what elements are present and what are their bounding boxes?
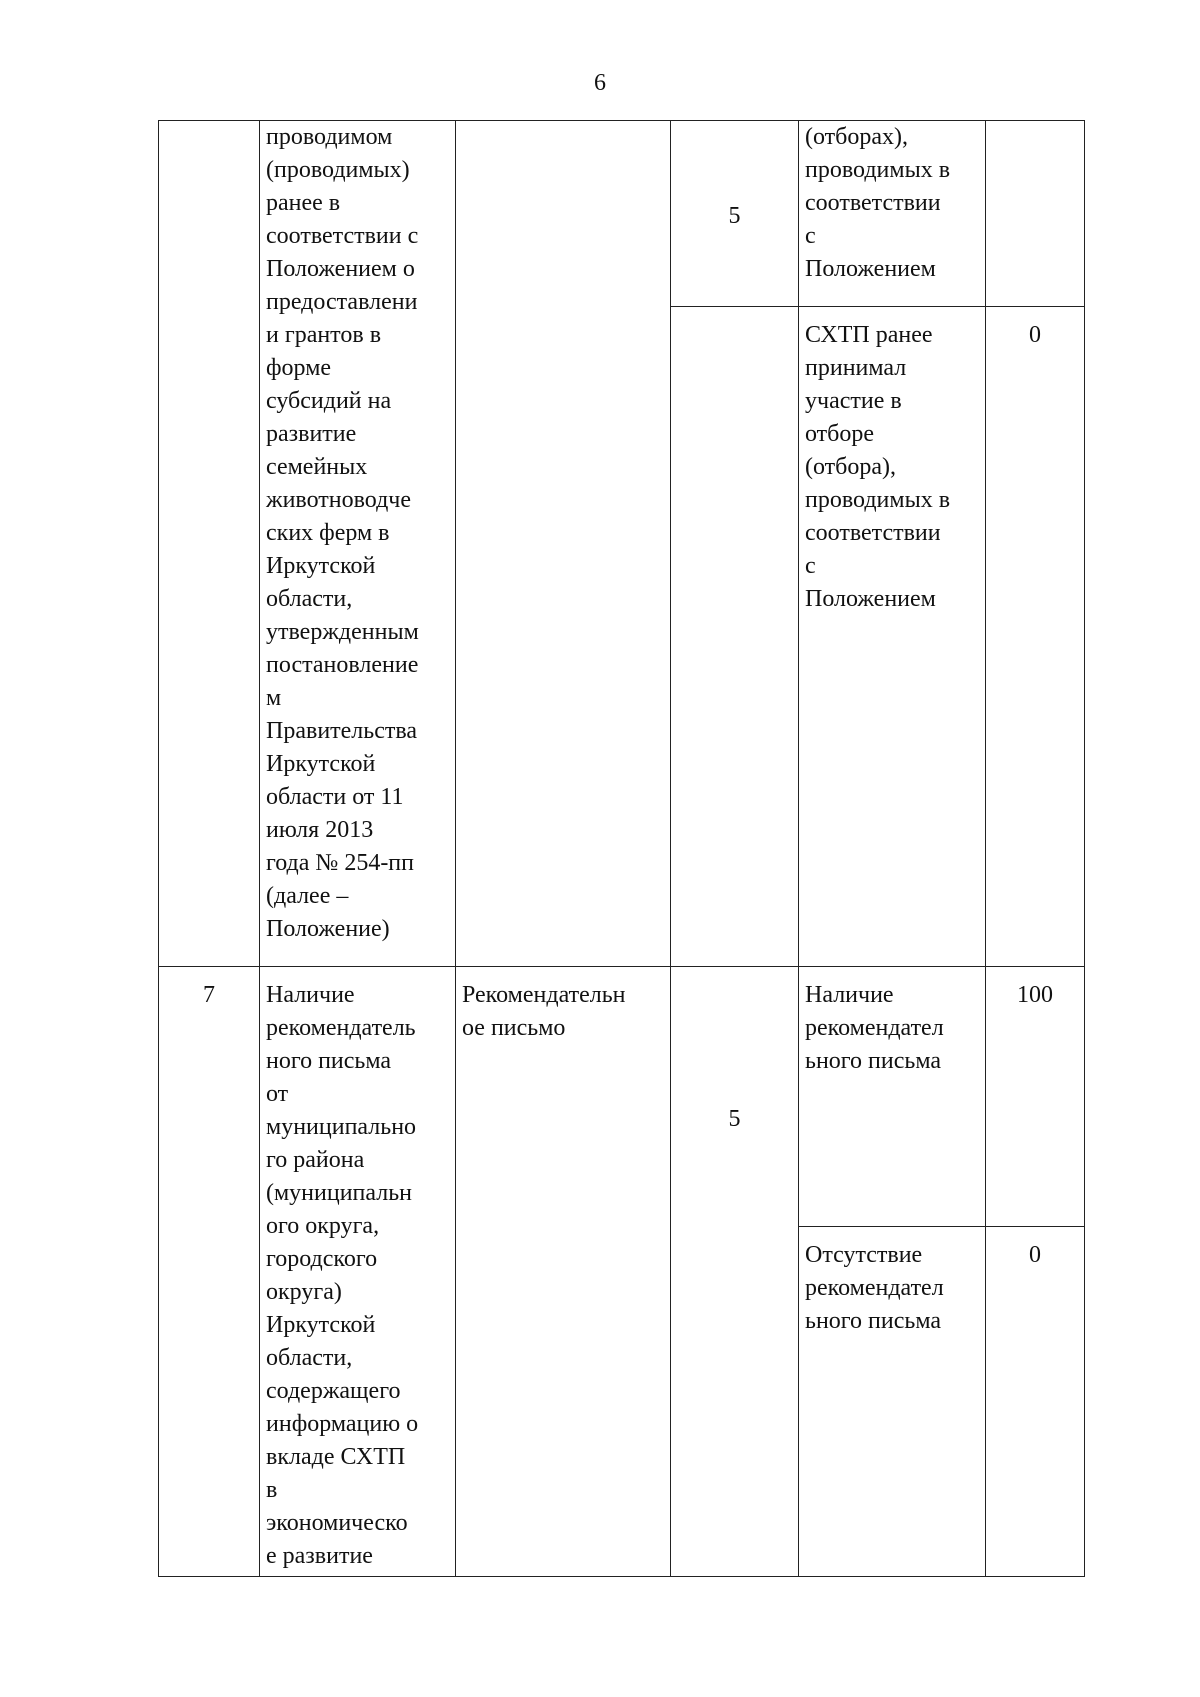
option-cell <box>799 967 986 1227</box>
row-number: 7 <box>203 982 215 1008</box>
row-number-cell <box>159 121 260 967</box>
option-cell <box>799 307 986 967</box>
page-number: 6 <box>594 70 606 96</box>
weight-value: 5 <box>728 1106 741 1132</box>
criteria-table <box>158 120 1085 1577</box>
table-row <box>159 121 1085 307</box>
score-value: 0 <box>1029 322 1041 348</box>
score-cell <box>986 1227 1085 1577</box>
criterion-text: проводимом (проводимых) ранее в соответствии с Положением о предоставлени и грантов в форме субсидий на развитие семейных животноводче ских ферм в Иркутской области, утвержденным постановление м Правительства Иркутской области от 11 июля 2013 года № 254-пп (далее – Положение) <box>266 124 419 942</box>
weight-cell <box>671 967 799 1577</box>
option-cell <box>799 1227 986 1577</box>
option-text: Отсутствие рекомендател ьного письма <box>805 1242 944 1334</box>
weight-cell-empty <box>671 307 799 967</box>
score-value: 100 <box>1017 982 1053 1008</box>
option-text: Наличие рекомендател ьного письма <box>805 982 944 1074</box>
option-cell <box>799 121 986 307</box>
criterion-cell <box>260 967 456 1577</box>
criterion-text: Наличие рекомендатель ного письма от муниципально го района (муниципальн ого округа, городского округа) Иркутской области, содержащего информацию о вкладе СХТП в экономическо е развитие <box>266 982 419 1569</box>
table-row <box>159 967 1085 1227</box>
weight-value: 5 <box>728 203 741 229</box>
weight-cell <box>671 121 799 307</box>
score-cell <box>986 307 1085 967</box>
score-cell <box>986 121 1085 307</box>
document-text: Рекомендательн ое письмо <box>462 982 626 1041</box>
criterion-cell <box>260 121 456 967</box>
document-cell <box>456 121 671 967</box>
row-number-cell <box>159 967 260 1577</box>
score-value: 0 <box>1029 1242 1041 1268</box>
score-cell <box>986 967 1085 1227</box>
option-text: (отборах), проводимых в соответствии с Положением <box>805 124 951 282</box>
option-text: СХТП ранее принимал участие в отборе (отбора), проводимых в соответствии с Положением <box>805 322 951 612</box>
document-cell <box>456 967 671 1577</box>
